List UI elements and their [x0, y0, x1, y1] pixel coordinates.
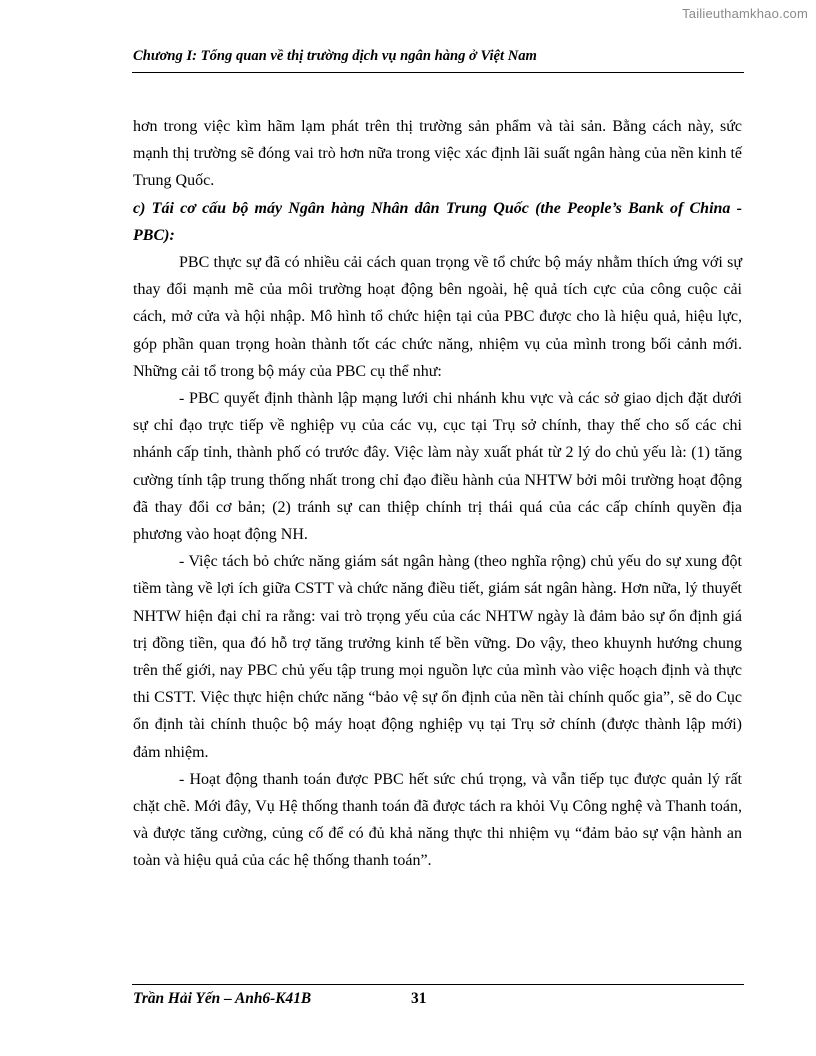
paragraph-supervision-separation: - Việc tách bỏ chức năng giám sát ngân hàng (theo nghĩa rộng) chủ yếu do sự xung đột tiềm tàng về lợi ích giữa CSTT và chức năng điều tiết, giám sát ngân hàng. Hơn nữa, lý thuyết NHTW hiện đại chỉ ra rằng: vai trò trọng yếu của các NHTW ngày là đảm bảo sự ổn định giá trị đồng tiền, qua đó hỗ trợ tăng trưởng kinh tế bền vững. Do vậy, theo khuynh hướng chung trên thế giới, nay PBC chủ yếu tập trung mọi nguồn lực của mình vào việc hoạch định và thực thi CSTT. Việc thực hiện chức năng “bảo vệ sự ổn định của nền tài chính quốc gia”, sẽ do Cục ổn định tài chính thuộc bộ máy hoạt động nghiệp vụ tại Trụ sở chính (được thành lập mới) đảm nhiệm.: [133, 553, 742, 761]
header-divider: [132, 72, 744, 73]
footer-divider: [132, 984, 744, 985]
document-body: [133, 113, 742, 875]
paragraph-payment-activities: - Hoạt động thanh toán được PBC hết sức chú trọng, và vẫn tiếp tục được quản lý rất chặt chẽ. Mới đây, Vụ Hệ thống thanh toán đã được tách ra khỏi Vụ Công nghệ và Thanh toán, và được tăng cường, củng cố để có đủ khả năng thực thi nhiệm vụ “đảm bảo sự vận hành an toàn và hiệu quả của các hệ thống thanh toán”.: [133, 770, 742, 870]
paragraph-pbc-reforms: PBC thực sự đã có nhiều cải cách quan trọng về tổ chức bộ máy nhằm thích ứng với sự thay đổi mạnh mẽ của môi trường hoạt động bên ngoài, hệ quả tích cực của công cuộc cải cách, mở cửa và hội nhập. Mô hình tổ chức hiện tại của PBC được cho là hiệu quả, hiệu lực, góp phần quan trọng hoàn thành tốt các chức năng, nhiệm vụ của mình trong bối cảnh mới. Những cải tổ trong bộ máy của PBC cụ thể như:: [133, 254, 742, 380]
watermark-text: Tailieuthamkhao.com: [682, 6, 808, 21]
paragraph-continuation: hơn trong việc kìm hãm lạm phát trên thị trường sản phẩm và tài sản. Bằng cách này, sức mạnh thị trường sẽ đóng vai trò hơn nữa trong việc xác định lãi suất ngân hàng của nền kinh tế Trung Quốc.: [133, 118, 742, 190]
paragraph-regional-branches: - PBC quyết định thành lập mạng lưới chi nhánh khu vực và các sở giao dịch đặt dưới sự chỉ đạo trực tiếp về nghiệp vụ của các vụ, cục tại Trụ sở chính, thay thế cho số các chi nhánh cấp tỉnh, thành phố có trước đây. Việc làm này xuất phát từ 2 lý do chủ yếu là: (1) tăng cường tính tập trung thống nhất trong chỉ đạo điều hành của NHTW bởi môi trường hoạt động đã thay đổi cơ bản; (2) tránh sự can thiệp chính trị thái quá của các cấp chính quyền địa phương vào hoạt động NH.: [133, 390, 742, 544]
page-number: 31: [411, 990, 427, 1007]
footer-author: Trần Hải Yến – Anh6-K41B: [133, 990, 312, 1007]
page-header-chapter-title: Chương I: Tổng quan về thị trường dịch vụ ngân hàng ở Việt Nam: [133, 48, 537, 64]
section-heading-c: c) Tái cơ cấu bộ máy Ngân hàng Nhân dân Trung Quốc (the People’s Bank of China - PBC):: [133, 199, 742, 244]
